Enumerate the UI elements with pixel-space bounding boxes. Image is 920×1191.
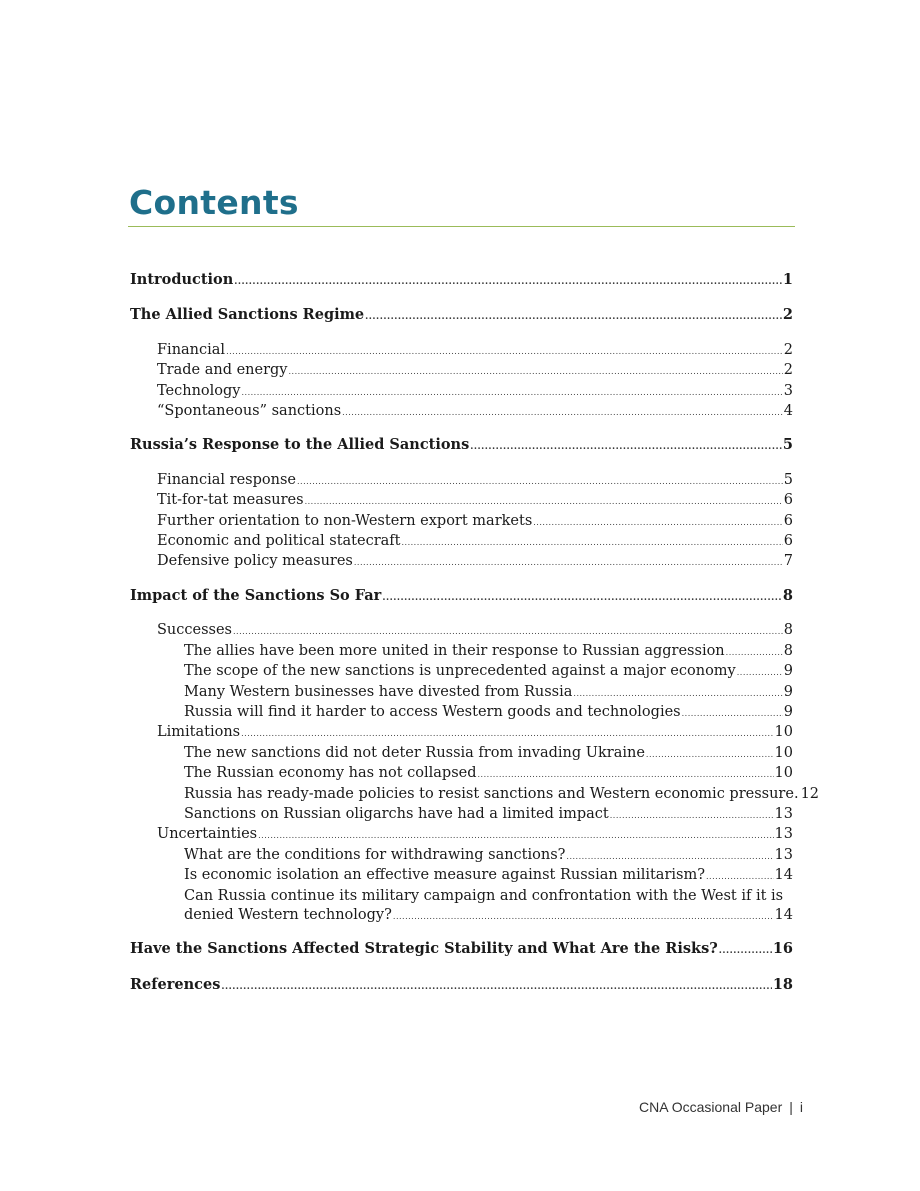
dot-leader <box>382 589 782 608</box>
dot-leader <box>706 867 774 886</box>
toc-entry-label: The new sanctions did not deter Russia from invading Ukraine <box>184 744 645 761</box>
toc-entry-introduction[interactable] <box>130 270 793 292</box>
dot-leader <box>478 765 774 784</box>
toc-entry[interactable] <box>130 683 793 703</box>
dot-leader <box>342 403 783 422</box>
dot-leader <box>242 383 783 402</box>
toc-entry-allied-regime[interactable] <box>130 305 793 327</box>
toc-entry-label-line1: Can Russia continue its military campaign and confrontation with the West if it is <box>184 887 784 904</box>
toc-entry-page: 8 <box>783 622 793 639</box>
toc-entry[interactable] <box>130 402 793 422</box>
toc-entry-page: 8 <box>783 642 793 659</box>
toc-entry[interactable] <box>130 491 793 511</box>
dot-leader <box>305 492 783 511</box>
toc-entry-label: Trade and energy <box>157 362 288 379</box>
dot-leader <box>737 663 783 682</box>
dot-leader <box>393 907 774 926</box>
dot-leader <box>221 978 771 997</box>
toc-entry-label: The scope of the new sanctions is unprecedented against a major economy <box>184 663 736 680</box>
toc-entry-label: The allies have been more united in their response to Russian aggression <box>184 642 725 659</box>
toc-entry-page: 3 <box>783 382 793 399</box>
toc-entry-label: Economic and political statecraft <box>157 533 401 550</box>
dot-leader <box>646 745 774 764</box>
dot-leader <box>682 704 783 723</box>
toc-entry-page: 13 <box>774 805 793 822</box>
dot-leader <box>226 342 783 361</box>
toc-entry[interactable] <box>130 471 793 491</box>
toc-entry-page: 16 <box>772 940 793 958</box>
footer-separator: | <box>789 1099 793 1115</box>
toc-entry-page: 6 <box>783 533 793 550</box>
footer-publication: CNA Occasional Paper <box>639 1099 783 1115</box>
toc-entry-label: Financial response <box>157 471 296 488</box>
toc-entry-page: 7 <box>783 553 793 570</box>
dot-leader <box>533 513 783 532</box>
toc-entry[interactable] <box>130 512 793 532</box>
toc-entry-page: 14 <box>774 867 793 884</box>
toc-entry-impact[interactable] <box>130 586 793 608</box>
toc-entry-page: 13 <box>774 846 793 863</box>
toc-entry-label: Successes <box>157 622 232 639</box>
toc-entry-russia-response[interactable] <box>130 435 793 457</box>
toc-entry-page: 1 <box>782 271 793 288</box>
toc-entry-page: 6 <box>783 492 793 509</box>
toc-entry-page: 9 <box>783 703 793 720</box>
dot-leader <box>258 826 773 845</box>
dot-leader <box>401 533 782 552</box>
toc-entry-references[interactable] <box>130 975 793 997</box>
toc-entry-page: 5 <box>783 471 793 488</box>
footer-page-number: i <box>799 1099 803 1115</box>
toc-entry-page: 13 <box>774 826 793 843</box>
dot-leader <box>233 622 783 641</box>
toc-entry-label: Impact of the Sanctions So Far <box>130 586 382 604</box>
dot-leader <box>470 438 782 457</box>
toc-entry-label: What are the conditions for withdrawing sanctions? <box>184 846 566 863</box>
toc-entry-page: 9 <box>783 683 793 700</box>
toc-entry-successes[interactable] <box>130 621 793 641</box>
toc-entry-page: 10 <box>774 744 793 761</box>
toc-entry-label: “Spontaneous” sanctions <box>157 403 342 420</box>
toc-entry-label: Russia’s Response to the Allied Sanctions <box>130 436 470 454</box>
toc-entry[interactable] <box>130 866 793 886</box>
toc-entry-label: Have the Sanctions Affected Strategic Stability and What Are the Risks? <box>130 940 718 958</box>
toc-entry-page: 10 <box>774 724 793 741</box>
dot-leader <box>719 942 772 961</box>
toc-entry[interactable] <box>130 552 793 572</box>
toc-entry-label: Defensive policy measures <box>157 553 353 570</box>
toc-entry[interactable] <box>130 744 793 764</box>
dot-leader <box>289 362 783 381</box>
toc-entry[interactable] <box>130 532 793 552</box>
toc-entry-label: Is economic isolation an effective measure against Russian militarism? <box>184 867 705 884</box>
toc-entry[interactable] <box>130 703 793 723</box>
toc-entry-page: 10 <box>774 765 793 782</box>
toc-entry[interactable] <box>130 341 793 361</box>
toc-entry-label: Many Western businesses have divested from Russia <box>184 683 573 700</box>
toc-entry-label: Financial <box>157 341 226 358</box>
toc-entry-label: Uncertainties <box>157 826 258 843</box>
toc-entry-label: Introduction <box>130 271 234 288</box>
toc-entry-page: 8 <box>782 586 793 604</box>
dot-leader <box>354 553 783 572</box>
toc-entry-multiline[interactable] <box>130 887 793 927</box>
toc-entry-page: 2 <box>782 306 793 324</box>
dot-leader <box>234 273 782 292</box>
toc-entry[interactable] <box>130 764 793 784</box>
toc-entry-page: 4 <box>783 403 793 420</box>
toc-entry-label: The Allied Sanctions Regime <box>130 306 365 324</box>
title-underline <box>128 226 795 227</box>
dot-leader <box>566 847 773 866</box>
toc-entry-label: Sanctions on Russian oligarchs have had a limited impact <box>184 805 609 822</box>
toc-entry[interactable] <box>130 805 793 825</box>
toc-entry-label-line2: denied Western technology? <box>184 906 392 923</box>
toc-entry-label: Technology <box>157 382 241 399</box>
toc-entry-page: 5 <box>782 436 793 454</box>
table-of-contents <box>130 270 820 997</box>
toc-entry-label: Russia will find it harder to access Western goods and technologies <box>184 703 681 720</box>
toc-entry[interactable] <box>130 785 820 805</box>
toc-entry[interactable] <box>130 846 793 866</box>
dot-leader <box>297 472 783 491</box>
toc-entry-page: 2 <box>783 341 793 358</box>
dot-leader <box>726 643 783 662</box>
toc-entry-label: Russia has ready-made policies to resist sanctions and Western economic pressure. <box>184 785 799 802</box>
toc-entry-page: 14 <box>774 906 793 923</box>
toc-entry-label: The Russian economy has not collapsed <box>184 765 477 782</box>
toc-entry[interactable] <box>130 642 793 662</box>
toc-entry-page: 9 <box>783 663 793 680</box>
toc-entry-label: Limitations <box>157 724 241 741</box>
toc-entry-limitations[interactable] <box>130 723 793 743</box>
toc-entry-label: References <box>130 975 221 993</box>
toc-entry[interactable] <box>130 382 793 402</box>
toc-entry[interactable] <box>130 662 793 682</box>
toc-entry-strategic-stability[interactable] <box>130 939 793 961</box>
toc-entry-uncertainties[interactable] <box>130 825 793 845</box>
page-footer <box>639 1099 803 1115</box>
dot-leader <box>573 684 782 703</box>
toc-entry-page: 12 <box>800 785 820 802</box>
dot-leader <box>610 806 774 825</box>
dot-leader <box>241 724 773 743</box>
toc-entry-page: 6 <box>783 512 793 529</box>
toc-entry-page: 18 <box>772 975 793 993</box>
toc-entry[interactable] <box>130 361 793 381</box>
toc-entry-label: Tit-for-tat measures <box>157 492 304 509</box>
toc-entry-page: 2 <box>783 362 793 379</box>
toc-entry-label: Further orientation to non-Western export markets <box>157 512 533 529</box>
page-title: Contents <box>129 183 299 222</box>
dot-leader <box>365 308 782 327</box>
